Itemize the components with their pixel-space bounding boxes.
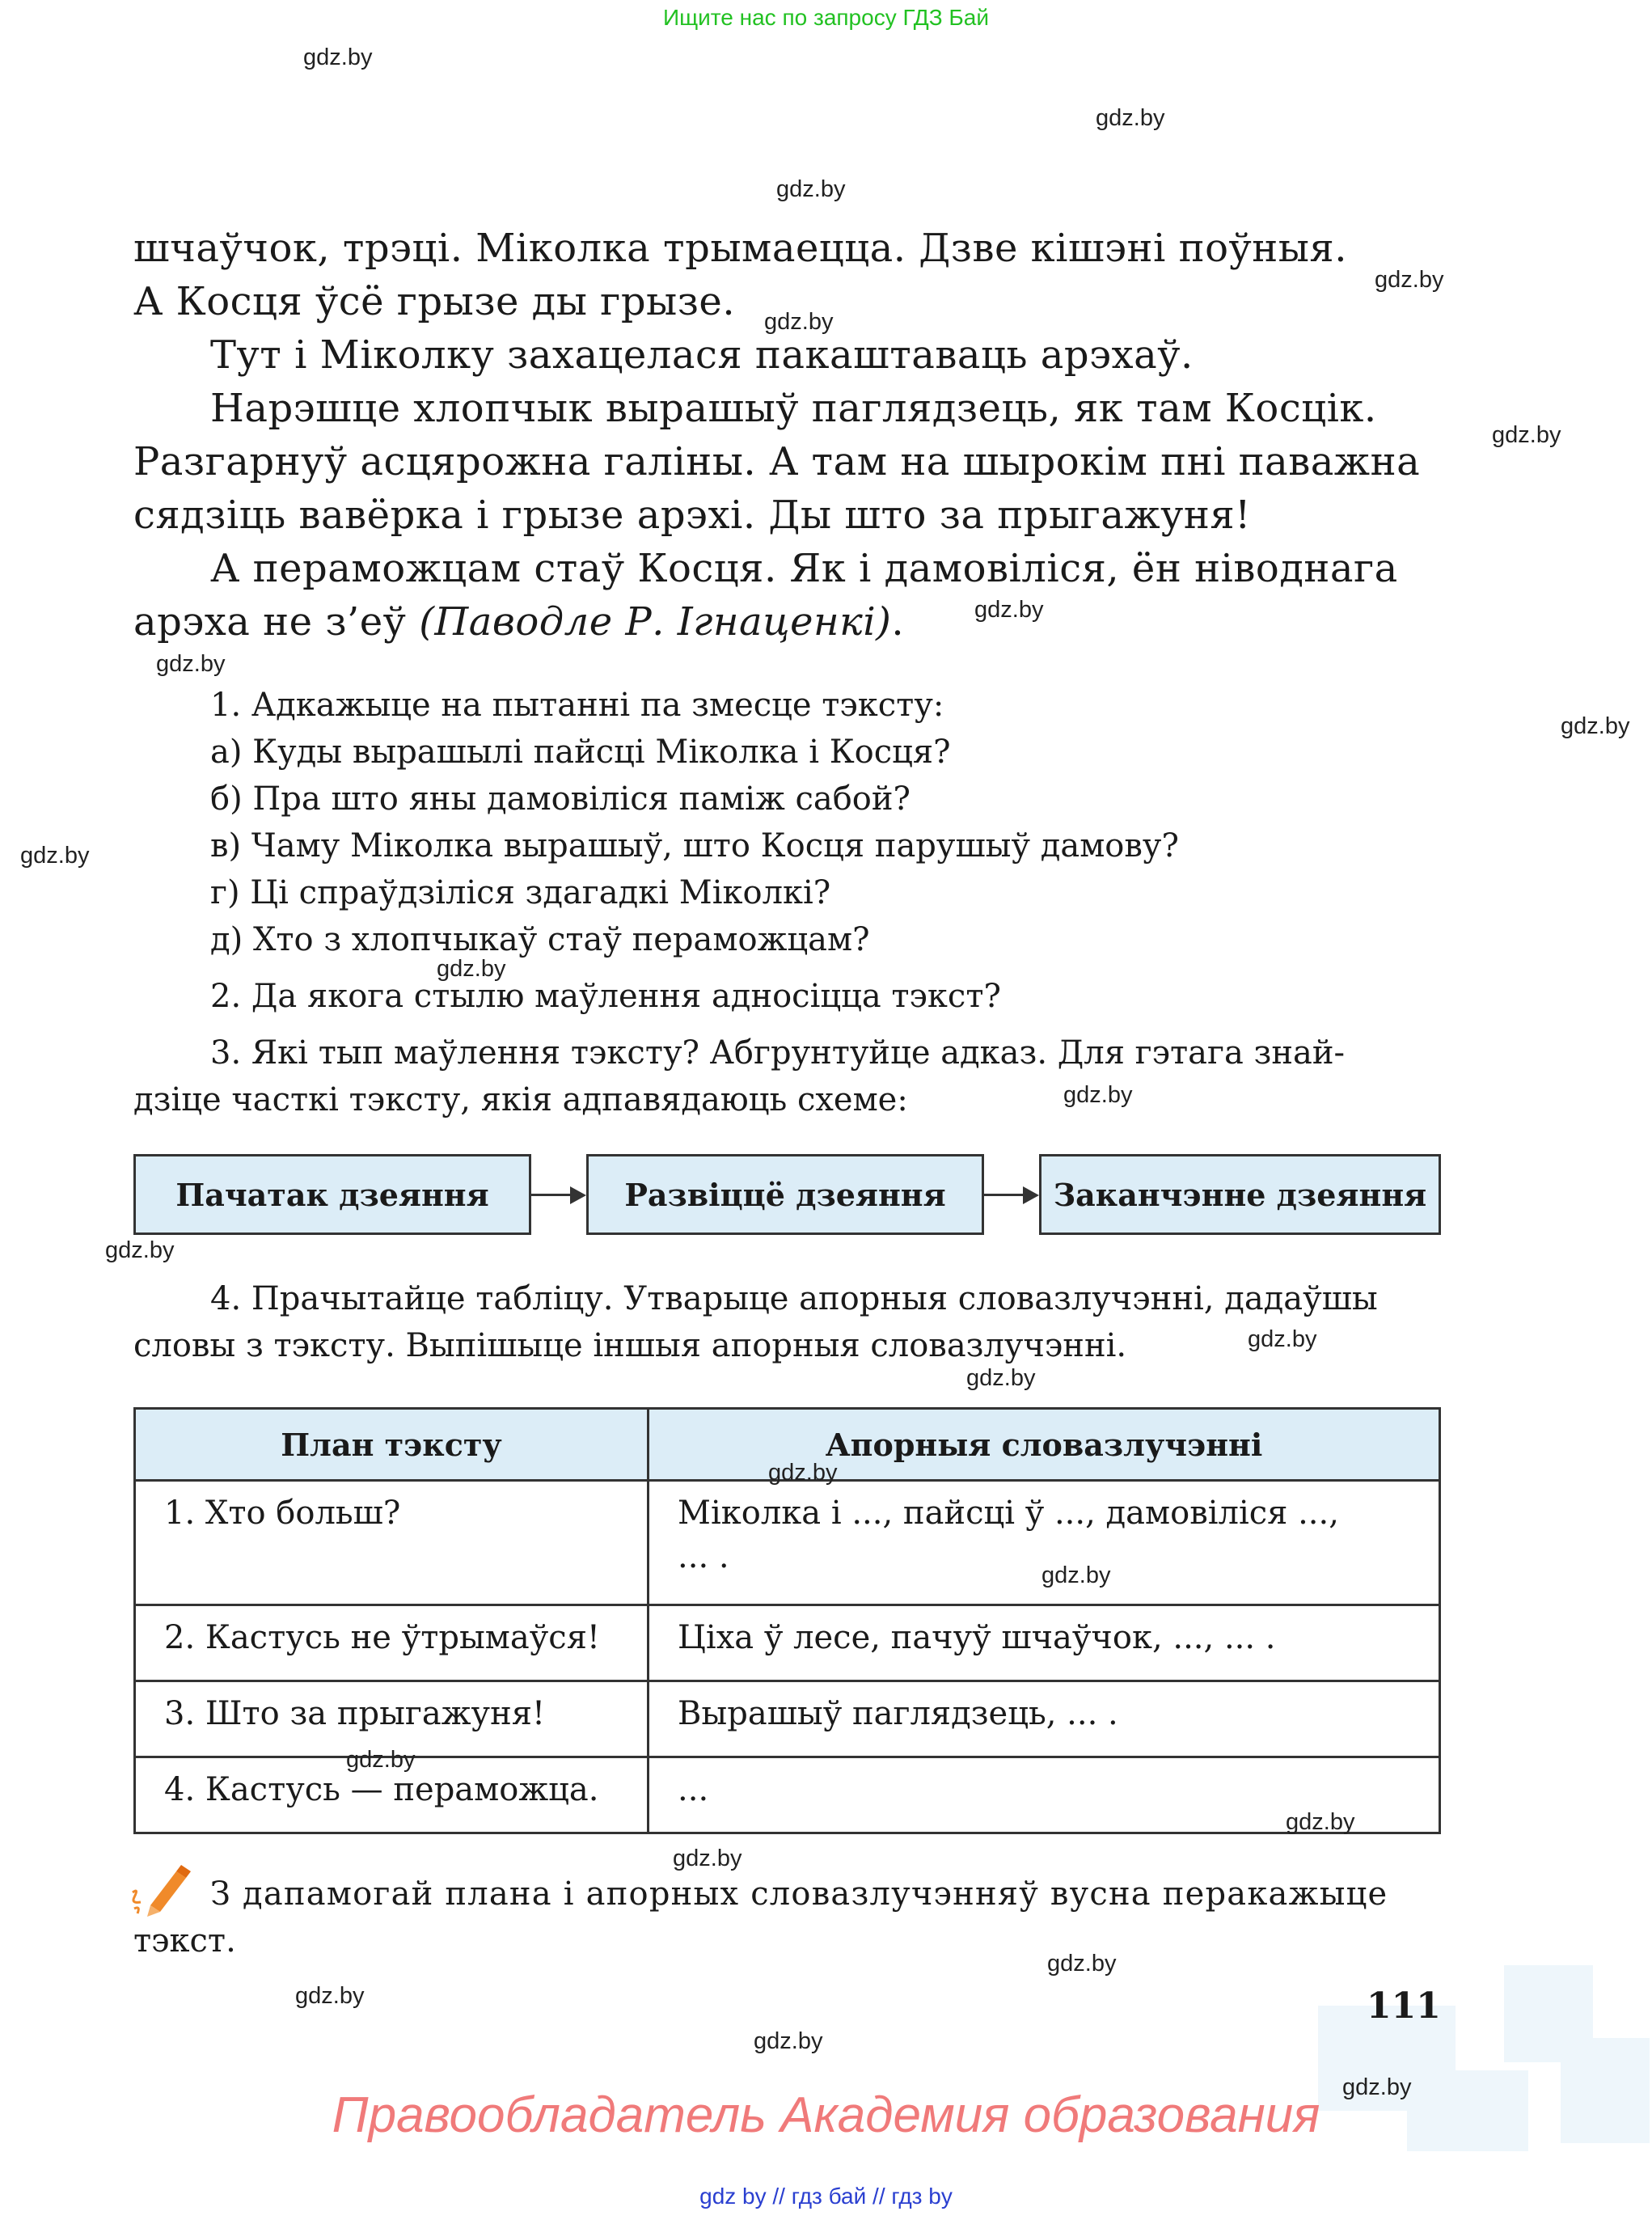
copyright-text: Правообладатель Академия образования xyxy=(332,2087,1320,2143)
table-header: План тэксту xyxy=(135,1409,649,1481)
watermark: gdz.by xyxy=(1041,1562,1111,1588)
story-last-text: арэха не з’еў xyxy=(133,599,407,645)
page-number: 111 xyxy=(1367,1985,1441,2027)
watermark: gdz.by xyxy=(1063,1082,1133,1108)
table-cell-phrases: Вырашыў паглядзець, ... . xyxy=(649,1681,1440,1757)
question-1-item: г) Ці спраўдзіліся здагадкі Міколкі? xyxy=(210,874,831,911)
watermark: gdz.by xyxy=(768,1460,838,1486)
watermark: gdz.by xyxy=(1492,422,1561,448)
flow-arrow xyxy=(984,1194,1023,1196)
story-line: Разгарнуў асцярожна галіны. А там на шырокім пні паважна xyxy=(133,439,1421,484)
question-1-item: б) Пра што яны дамовіліся паміж сабой? xyxy=(210,780,911,818)
watermark: gdz.by xyxy=(1375,267,1444,293)
story-line: шчаўчок, трэці. Міколка трымаецца. Дзве кішэні поўныя. xyxy=(133,226,1347,271)
table-row xyxy=(135,1681,1440,1757)
watermark: gdz.by xyxy=(1096,105,1165,131)
footer-links[interactable]: gdz by // гдз бай // гдз by xyxy=(699,2184,953,2209)
table-cell-phrases: ... xyxy=(649,1757,1440,1833)
question-2: 2. Да якога стылю маўлення адносіцца тэкст? xyxy=(210,978,1001,1015)
question-4-line2: словы з тэксту. Выпішыце іншыя апорныя словазлучэнні. xyxy=(133,1327,1127,1364)
watermark: gdz.by xyxy=(1561,713,1630,739)
watermark: gdz.by xyxy=(1047,1951,1117,1977)
story-source: (Паводле Р. Ігнаценкі) xyxy=(419,599,892,645)
watermark: gdz.by xyxy=(1342,2074,1412,2100)
watermark: gdz.by xyxy=(346,1747,416,1773)
story-line: сядзіць вавёрка і грызе арэхі. Ды што за прыгажуня! xyxy=(133,493,1251,538)
task-line2: тэкст. xyxy=(133,1922,236,1960)
story-line: Тут і Міколку захацелася пакаштаваць арэхаў. xyxy=(210,332,1194,378)
flow-step-start: Пачатак дзеяння xyxy=(133,1154,531,1235)
watermark: gdz.by xyxy=(776,176,846,202)
story-line: Нарэшце хлопчык вырашыў паглядзець, як там Косцік. xyxy=(210,386,1377,431)
watermark: gdz.by xyxy=(437,956,506,982)
table-header: Апорныя словазлучэнні xyxy=(649,1409,1440,1481)
watermark: gdz.by xyxy=(303,44,373,70)
watermark: gdz.by xyxy=(754,2028,823,2054)
flow-step-end: Заканчэнне дзеяння xyxy=(1039,1154,1441,1235)
flow-arrow xyxy=(531,1194,570,1196)
story-source-end: . xyxy=(891,599,905,645)
watermark: gdz.by xyxy=(764,309,834,335)
question-3-line2: дзіце часткі тэксту, якія адпавядаюць схеме: xyxy=(133,1081,908,1118)
question-1: 1. Адкажыце на пытанні па змесце тэксту: xyxy=(210,687,944,724)
watermark: gdz.by xyxy=(20,843,90,869)
table-cell-line: ... . xyxy=(678,1538,729,1575)
story-line: А Косця ўсё грызе ды грызе. xyxy=(133,279,736,324)
table-cell-plan: 4. Кастусь — пераможца. xyxy=(135,1757,649,1833)
watermark: gdz.by xyxy=(156,651,226,677)
table-cell-phrases: Ціха ў лесе, пачуў шчаўчок, ..., ... . xyxy=(649,1605,1440,1681)
flow-arrowhead xyxy=(1023,1186,1039,1204)
question-1-item: в) Чаму Міколка вырашыў, што Косця парушыў дамову? xyxy=(210,827,1179,865)
flow-step-development: Развіццё дзеяння xyxy=(586,1154,984,1235)
flow-arrowhead xyxy=(570,1186,586,1204)
story-line-last xyxy=(133,595,904,649)
question-3-line1: 3. Які тып маўлення тэксту? Абгрунтуйце адказ. Для гэтага знай- xyxy=(210,1034,1346,1072)
pen-icon xyxy=(129,1860,194,1918)
table-row xyxy=(135,1757,1440,1833)
task-line1: З дапамогай плана і апорных словазлучэнняў вусна перакажыце xyxy=(210,1875,1388,1913)
watermark: gdz.by xyxy=(673,1846,742,1871)
table-row xyxy=(135,1481,1440,1605)
watermark: gdz.by xyxy=(1286,1809,1355,1835)
question-1-item: а) Куды вырашылі пайсці Міколка і Косця? xyxy=(210,734,951,771)
watermark: gdz.by xyxy=(966,1365,1036,1391)
question-1-item: д) Хто з хлопчыкаў стаў пераможцам? xyxy=(210,921,870,958)
watermark: gdz.by xyxy=(105,1237,175,1263)
question-4-line1: 4. Прачытайце табліцу. Утварыце апорныя словазлучэнні, дадаўшы xyxy=(210,1280,1378,1317)
table-cell-plan: 3. Што за прыгажуня! xyxy=(135,1681,649,1757)
watermark: gdz.by xyxy=(1248,1326,1317,1352)
top-banner[interactable]: Ищите нас по запросу ГДЗ Бай xyxy=(662,5,990,30)
story-line: А пераможцам стаў Косця. Як і дамовіліся, ён ніводнага xyxy=(210,546,1398,591)
table-cell-plan: 2. Кастусь не ўтрымаўся! xyxy=(135,1605,649,1681)
watermark: gdz.by xyxy=(295,1983,365,2009)
watermark: gdz.by xyxy=(974,597,1044,623)
table-cell-line: Міколка і ..., пайсці ў ..., дамовіліся ..., xyxy=(678,1495,1339,1532)
table-cell-plan: 1. Хто больш? xyxy=(135,1481,649,1605)
table-row xyxy=(135,1605,1440,1681)
